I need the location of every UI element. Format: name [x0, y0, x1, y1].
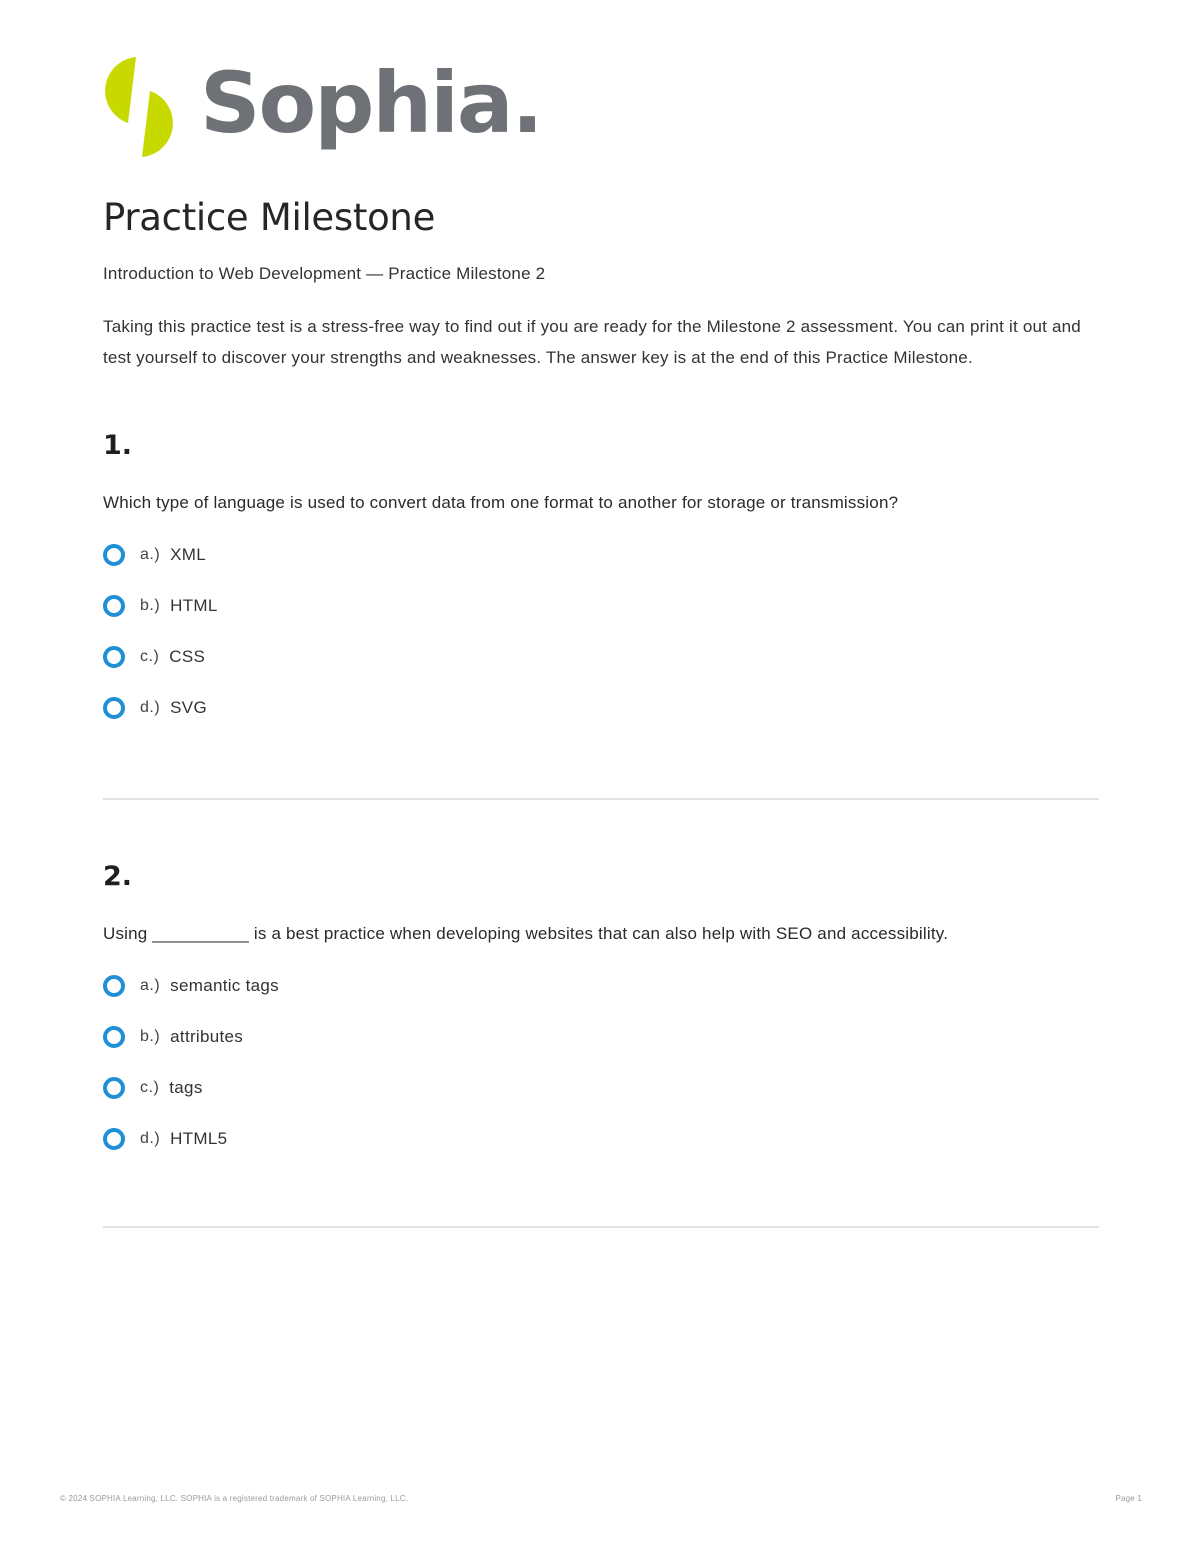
answer-option-a[interactable] [103, 543, 206, 567]
answer-option-a[interactable] [103, 974, 279, 998]
section-divider [103, 1226, 1099, 1228]
option-text: HTML5 [170, 1129, 228, 1148]
sophia-wordmark-dot: . [511, 54, 542, 152]
option-letter: a.) [140, 977, 161, 994]
course-subtitle: Introduction to Web Development — Practice Milestone 2 [103, 264, 546, 283]
answer-option-d[interactable] [103, 696, 207, 720]
option-text: tags [169, 1078, 203, 1097]
radio-button-icon[interactable] [103, 544, 125, 566]
intro-paragraph: Taking this practice test is a stress-free way to find out if you are ready for the Milestone 2 assessment. You can print it out and test yourself to discover your strengths and weaknesses. The answer key is at the end of this Practice Milestone. [103, 317, 1081, 367]
answer-option-c[interactable] [103, 1076, 203, 1100]
option-text: attributes [170, 1027, 244, 1046]
sophia-wordmark [200, 54, 542, 152]
sophia-wordmark-text: Sophia [200, 54, 512, 152]
question-1 [103, 430, 1100, 717]
option-text: HTML [170, 596, 218, 615]
option-letter: d.) [140, 699, 161, 716]
answer-option-c[interactable] [103, 645, 205, 669]
option-letter: c.) [140, 648, 160, 665]
page-footer [60, 1494, 1142, 1503]
radio-button-icon[interactable] [103, 975, 125, 997]
option-text: CSS [169, 647, 206, 666]
option-letter: a.) [140, 546, 161, 563]
option-letter: d.) [140, 1130, 161, 1147]
section-divider [103, 798, 1099, 800]
option-text: SVG [170, 698, 207, 717]
radio-button-icon[interactable] [103, 1026, 125, 1048]
answer-option-b[interactable] [103, 1025, 243, 1049]
question-number: 1. [103, 430, 133, 461]
option-letter: b.) [140, 1028, 161, 1045]
radio-button-icon[interactable] [103, 646, 125, 668]
answer-option-b[interactable] [103, 594, 218, 618]
option-letter: b.) [140, 597, 161, 614]
radio-button-icon[interactable] [103, 595, 125, 617]
question-text: Which type of language is used to convert data from one format to another for storage or transmission? [103, 493, 899, 512]
sophia-logo [100, 52, 542, 162]
question-text: Using __________ is a best practice when developing websites that can also help with SEO and accessibility. [103, 924, 949, 943]
page-title: Practice Milestone [103, 196, 436, 239]
radio-button-icon[interactable] [103, 1128, 125, 1150]
question-number: 2. [103, 861, 133, 892]
footer-page-number: Page 1 [1115, 1494, 1142, 1503]
option-text: XML [170, 545, 207, 564]
option-text: semantic tags [170, 976, 279, 995]
answer-option-d[interactable] [103, 1127, 227, 1151]
question-2 [103, 861, 1100, 1148]
footer-copyright: © 2024 SOPHIA Learning, LLC. SOPHIA is a registered trademark of SOPHIA Learning, LLC. [60, 1494, 409, 1503]
radio-button-icon[interactable] [103, 697, 125, 719]
radio-button-icon[interactable] [103, 1077, 125, 1099]
sophia-logo-mark-icon [100, 55, 176, 159]
option-letter: c.) [140, 1079, 160, 1096]
